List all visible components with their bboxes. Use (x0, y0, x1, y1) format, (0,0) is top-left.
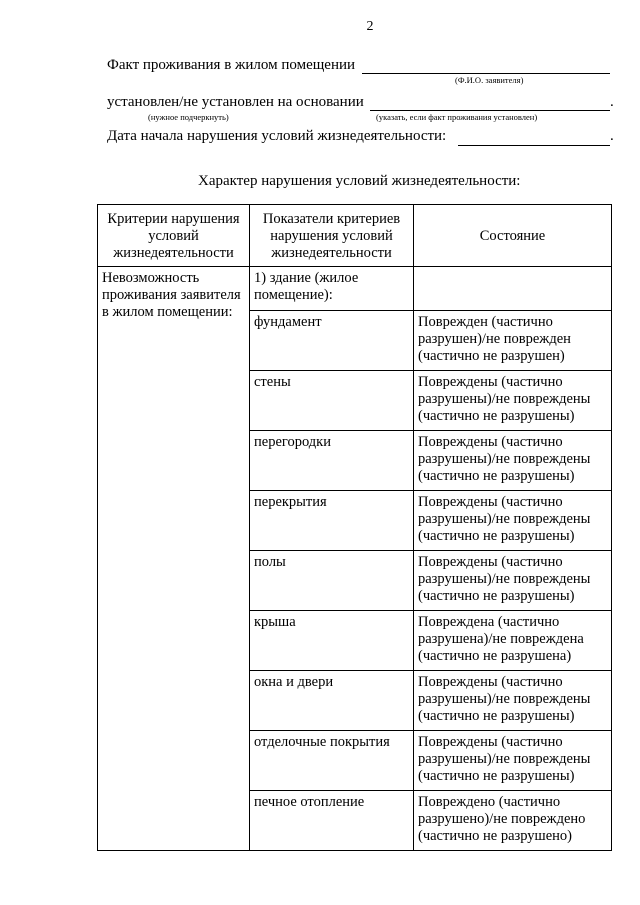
established-label: установлен/не установлен на основании (107, 94, 364, 110)
start-date-label: Дата начала нарушения условий жизнедеятельности: (107, 128, 447, 144)
group-label: 1) здание (жилое помещение): (250, 267, 414, 311)
state-walls: Повреждены (частично разрушены)/не повреждены (частично не разрушены) (414, 371, 612, 431)
indicator-roof: крыша (250, 611, 414, 671)
state-windows-doors: Повреждены (частично разрушены)/не повреждены (частично не разрушены) (414, 671, 612, 731)
indicator-stove-heating: печное отопление (250, 791, 414, 851)
indicator-floors: полы (250, 551, 414, 611)
indicator-windows-doors: окна и двери (250, 671, 414, 731)
indicator-walls: стены (250, 371, 414, 431)
header-criteria: Критерии нарушения условий жизнедеятельности (98, 205, 250, 267)
state-stove-heating: Повреждено (частично разрушено)/не повреждено (частично не разрушено) (414, 791, 612, 851)
criteria-table (97, 204, 612, 851)
section-title: Характер нарушения условий жизнедеятельности: (198, 173, 521, 189)
indicator-partitions: перегородки (250, 431, 414, 491)
header-state: Состояние (414, 205, 612, 267)
indicator-foundation: фундамент (250, 311, 414, 371)
state-roof: Повреждена (частично разрушена)/не повреждена (частично не разрушена) (414, 611, 612, 671)
underline-hint: (нужное подчеркнуть) (148, 112, 229, 122)
indicator-finishing: отделочные покрытия (250, 731, 414, 791)
state-foundation: Поврежден (частично разрушен)/не поврежден (частично не разрушен) (414, 311, 612, 371)
start-date-period: . (610, 128, 614, 144)
state-floors: Повреждены (частично разрушены)/не повреждены (частично не разрушены) (414, 551, 612, 611)
residence-fact-label: Факт проживания в жилом помещении (107, 57, 356, 73)
header-indicators: Показатели критериев нарушения условий жизнедеятельности (250, 205, 414, 267)
table-header-row (98, 205, 612, 267)
state-floors-slabs: Повреждены (частично разрушены)/не повреждены (частично не разрушены) (414, 491, 612, 551)
basis-hint: (указать, если факт проживания установлен) (376, 112, 538, 122)
applicant-name-hint: (Ф.И.О. заявителя) (455, 75, 524, 85)
criterion-cell: Невозможность проживания заявителя в жилом помещении: (98, 267, 250, 851)
start-date-field[interactable] (458, 131, 610, 146)
basis-period: . (610, 94, 614, 110)
basis-field[interactable] (370, 96, 610, 111)
state-partitions: Повреждены (частично разрушены)/не повреждены (частично не разрушены) (414, 431, 612, 491)
indicator-floors-slabs: перекрытия (250, 491, 414, 551)
applicant-name-field[interactable] (362, 59, 610, 74)
state-finishing: Повреждены (частично разрушены)/не повреждены (частично не разрушены) (414, 731, 612, 791)
table-row (98, 267, 612, 311)
group-state-cell (414, 267, 612, 311)
page-number: 2 (366, 19, 374, 34)
